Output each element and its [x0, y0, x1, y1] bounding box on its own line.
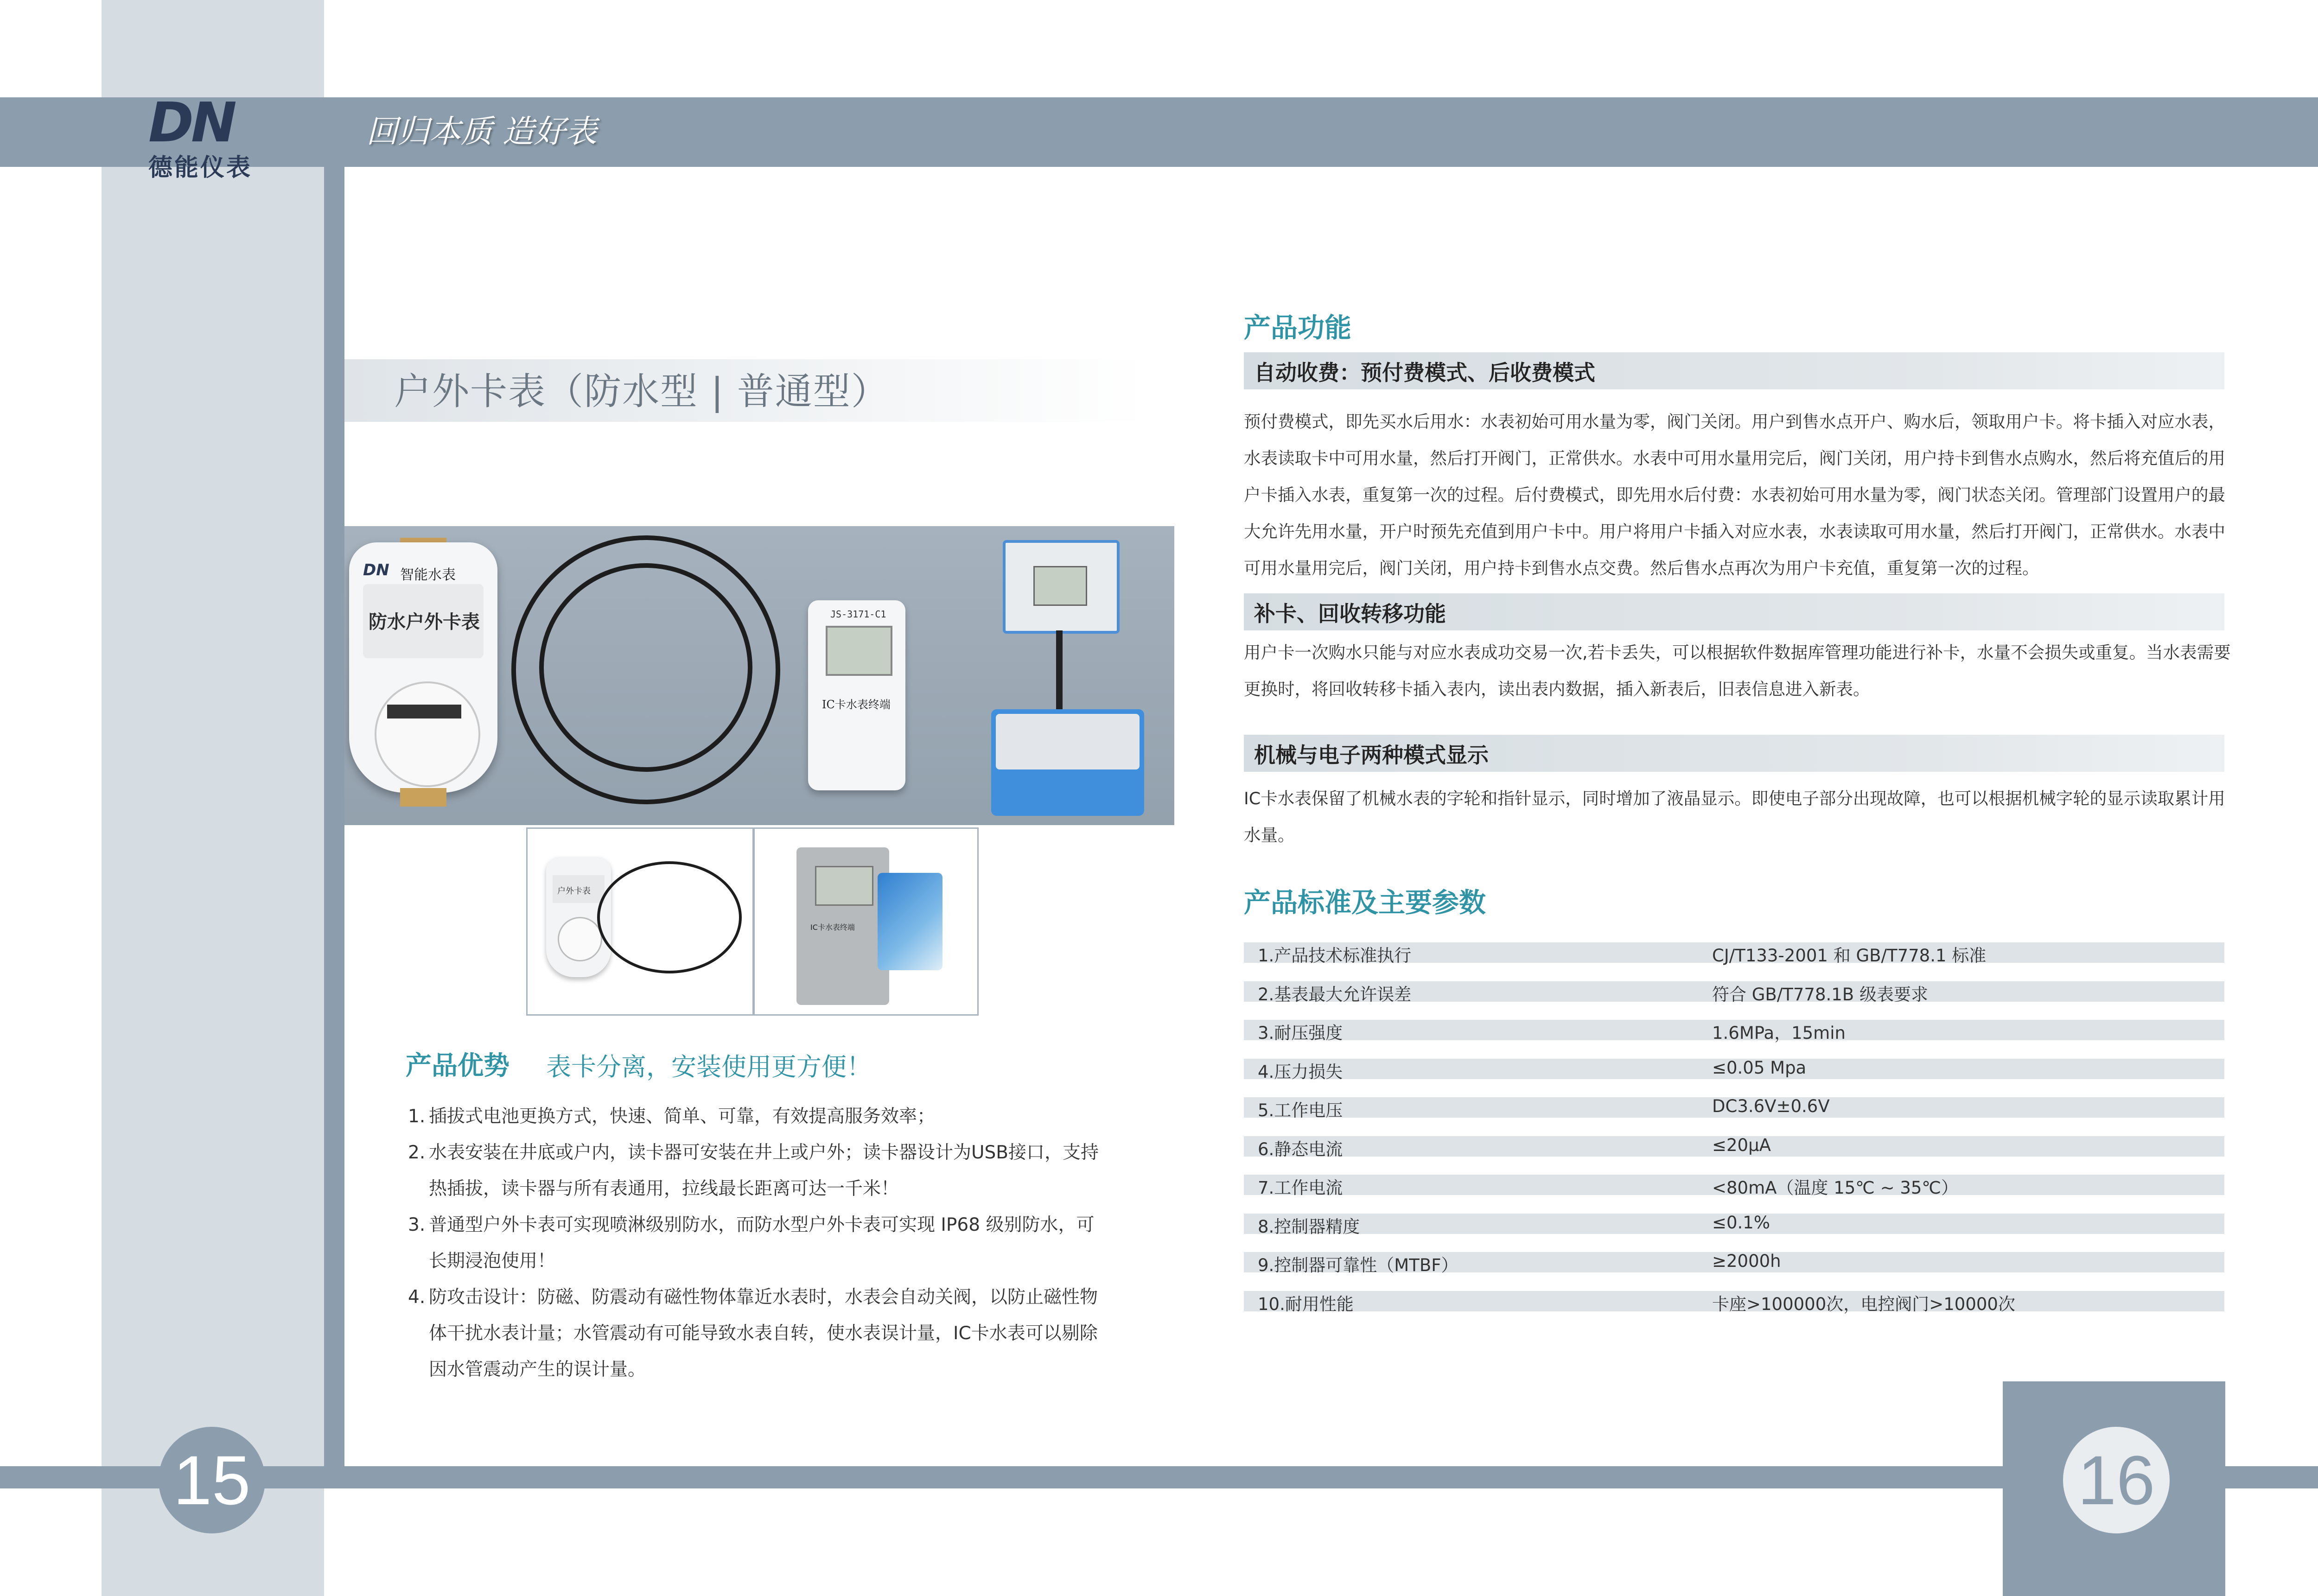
meter-brand: DN	[363, 561, 389, 579]
spec-label: 8.控制器精度	[1258, 1216, 1360, 1237]
specs-title: 产品标准及主要参数	[1244, 887, 1486, 918]
table-row	[1244, 977, 2224, 1016]
meter-outlet	[400, 788, 446, 807]
section-heading: 自动收费：预付费模式、后收费模式	[1254, 360, 1595, 385]
logo-mark: DN	[148, 90, 234, 154]
table-row	[1244, 1209, 2224, 1248]
header-band	[0, 90, 2318, 167]
spec-value: <80mA（温度 15℃ ~ 35℃）	[1712, 1178, 1958, 1198]
brand-logo	[148, 90, 278, 182]
list-item-number: 1.	[408, 1106, 426, 1127]
section-heading-bar	[1244, 735, 2224, 772]
section-body: IC卡水表保留了机械水表的字轮和指针显示，同时增加了液晶显示。即使电子部分出现故障，也可以根据机械字轮的显示读取累计用水量。	[1244, 788, 2225, 845]
spec-label: 10.耐用性能	[1258, 1294, 1354, 1314]
advantage-list	[408, 1099, 1103, 1388]
spec-value: 1.6MPa，15min	[1712, 1023, 1846, 1043]
reader-model: JS-3171-C1	[830, 609, 886, 620]
meter-dial	[375, 681, 480, 787]
controller-box-image	[1003, 540, 1120, 634]
functions-title: 产品功能	[1244, 312, 1352, 343]
page-number-left: 15	[159, 1427, 265, 1533]
list-item-text: 插拔式电池更换方式，快速、简单、可靠，有效提高服务效率；	[429, 1106, 936, 1127]
list-item-text: 水表安装在井底或户内，读卡器可安装在井上或户外；读卡器设计为USB接口，支持热插拔，读卡器与所有表通用，拉线最长距离可达一千米！	[429, 1142, 1099, 1199]
spec-value: ≤20μA	[1712, 1135, 1771, 1155]
list-item	[408, 1099, 1103, 1135]
list-item-number: 3.	[408, 1214, 426, 1235]
spec-label: 1.产品技术标准执行	[1258, 946, 1412, 966]
meter-body	[349, 542, 497, 793]
advantage-title: 产品优势	[406, 1051, 509, 1081]
small-meter-dial	[558, 917, 602, 961]
section-body: 预付费模式，即先买水后用水：水表初始可用水量为零，阀门关闭。用户到售水点开户、购水后，领取用户卡。将卡插入对应水表，水表读取卡中可用水量，然后打开阀门，正常供水。水表中可用水量用完后，阀门关闭，用户持卡到售水点购水，然后将充值后的用户卡插入水表，重复第一次的过程。后付费模式，即先用水后付费：水表初始可用水量为零，阀门状态关闭。管理部门设置用户的最大允许先用水量，开户时预先充值到用户卡中。用户将用户卡插入对应水表，水表读取可用水量，然后打开阀门，正常供水。水表中可用水量用完后，阀门关闭，用户持卡到售水点交费。然后售水点再次为用户卡充值，重复第一次的过程。	[1244, 412, 2225, 578]
meter-label-text: 防水户外卡表	[369, 611, 480, 633]
grey-reader-image	[796, 847, 889, 1005]
list-item-number: 2.	[408, 1142, 426, 1163]
meter-counter	[387, 705, 461, 719]
page-frame-left	[324, 167, 344, 1466]
left-decorative-strip	[102, 0, 324, 1596]
product-photo-card-reader	[753, 827, 979, 1016]
spec-value: 卡座>100000次，电控阀门>10000次	[1712, 1294, 2015, 1314]
spec-label: 7.工作电流	[1258, 1178, 1343, 1198]
grey-reader-label: IC卡水表终端	[810, 923, 855, 932]
product-title: 户外卡表（防水型 | 普通型）	[394, 370, 889, 413]
meter-top-label: 智能水表	[400, 567, 456, 583]
grey-reader-screen	[815, 866, 873, 906]
table-row	[1244, 1015, 2224, 1054]
spec-value: CJ/T133-2001 和 GB/T778.1 标准	[1712, 946, 1987, 966]
ic-card-image	[878, 873, 942, 970]
section-heading: 机械与电子两种模式显示	[1254, 743, 1489, 768]
section-heading-bar	[1244, 352, 2224, 389]
cable-coil-inner	[539, 563, 752, 772]
list-item	[408, 1279, 1103, 1388]
reader-label: IC卡水表终端	[822, 698, 891, 711]
spec-value: DC3.6V±0.6V	[1712, 1096, 1830, 1116]
list-item	[408, 1207, 1103, 1279]
table-row	[1244, 1054, 2224, 1093]
spec-label: 6.静态电流	[1258, 1139, 1343, 1159]
list-item	[408, 1135, 1103, 1207]
table-row	[1244, 1132, 2224, 1170]
spec-label: 5.工作电压	[1258, 1100, 1343, 1120]
table-row	[1244, 1286, 2224, 1325]
table-row	[1244, 938, 2224, 977]
list-item-text: 普通型户外卡表可实现喷淋级别防水，而防水型户外卡表可实现 IP68 级别防水，可长期浸泡使用！	[429, 1214, 1095, 1272]
spec-value: 符合 GB/T778.1B 级表要求	[1712, 984, 1928, 1005]
spec-label: 3.耐压强度	[1258, 1023, 1343, 1043]
specs-table	[1244, 938, 2224, 1325]
page-number-right: 16	[2063, 1427, 2170, 1533]
spec-value: ≤0.05 Mpa	[1712, 1057, 1807, 1078]
spec-label: 2.基表最大允许误差	[1258, 984, 1412, 1005]
product-photo-main	[344, 526, 1174, 825]
section-heading-bar	[1244, 593, 2224, 630]
spec-value: ≥2000h	[1712, 1251, 1781, 1271]
product-photo-outdoor-meter	[526, 827, 754, 1016]
spec-label: 9.控制器可靠性（MTBF）	[1258, 1255, 1458, 1275]
reader-screen	[826, 626, 892, 676]
section-body: 用户卡一次购水只能与对应水表成功交易一次,若卡丢失，可以根据软件数据库管理功能进行补卡，水量不会损失或重复。当水表需要更换时，将回收转移卡插入表内，读出表内数据，插入新表后，旧表信息进入新表。	[1244, 642, 2231, 699]
table-row	[1244, 1247, 2224, 1286]
small-meter-label-text: 户外卡表	[557, 886, 591, 896]
slogan: 回归本质 造好表	[366, 114, 597, 150]
waterproof-housing-image	[991, 709, 1144, 816]
controller-screen	[1033, 566, 1087, 606]
ic-card-reader-image	[808, 600, 905, 790]
spec-value: ≤0.1%	[1712, 1212, 1770, 1233]
water-meter-image	[344, 542, 502, 802]
spec-label: 4.压力损失	[1258, 1062, 1343, 1082]
table-row	[1244, 1170, 2224, 1209]
advantage-subtitle: 表卡分离，安装使用更方便！	[546, 1052, 872, 1081]
brand-name: 德能仪表	[148, 154, 253, 182]
housing-lid	[996, 714, 1140, 769]
table-row	[1244, 1093, 2224, 1132]
section-heading: 补卡、回收转移功能	[1254, 601, 1446, 626]
list-item-text: 防攻击设计：防磁、防震动有磁性物体靠近水表时，水表会自动关阀，以防止磁性物体干扰水表计量；水管震动有可能导致水表自转，使水表误计量，IC卡水表可以剔除因水管震动产生的误计量。	[429, 1287, 1098, 1380]
footer-band	[0, 1466, 2318, 1488]
small-cable	[597, 861, 742, 973]
list-item-number: 4.	[408, 1287, 426, 1308]
controller-cable	[1056, 630, 1063, 709]
